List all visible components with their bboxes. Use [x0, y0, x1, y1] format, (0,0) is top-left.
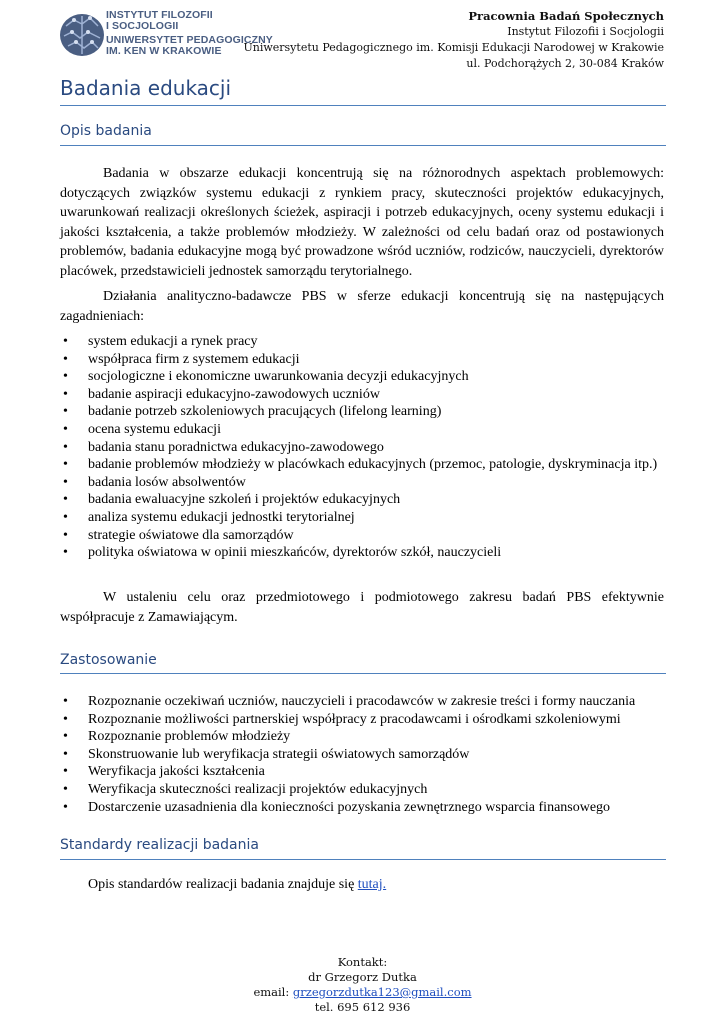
section-rule — [60, 145, 666, 146]
section-rule — [60, 859, 666, 860]
address: ul. Podchorążych 2, 30-084 Kraków — [466, 57, 664, 70]
brain-logo-icon — [56, 8, 108, 60]
list-item: • Weryfikacja jakości kształcenia — [60, 763, 664, 781]
contact-label: Kontakt: — [337, 955, 388, 969]
standards-sentence: Opis standardów realizacji badania znajduje się — [88, 877, 355, 892]
topics-list — [60, 333, 664, 562]
list-item: • ocena systemu edukacji — [60, 421, 664, 439]
title-rule — [60, 105, 666, 106]
contact-footer — [0, 955, 725, 1015]
list-item: • system edukacji a rynek pracy — [60, 333, 664, 351]
email-label: email: — [253, 985, 290, 999]
cooperation-paragraph: W ustaleniu celu oraz przedmiotowego i podmiotowego zakresu badań PBS efektywnie współpracuje z Zamawiającym. — [60, 590, 664, 625]
list-item: • Weryfikacja skuteczności realizacji projektów edukacyjnych — [60, 781, 664, 799]
list-item: • współpraca firm z systemem edukacji — [60, 351, 664, 369]
logo-line-3: UNIWERSYTET PEDAGOGICZNY — [106, 34, 273, 46]
section-heading-standardy: Standardy realizacji badania — [60, 837, 259, 853]
logo-line-1: INSTYTUT FILOZOFII — [106, 9, 213, 21]
description-paragraph: Badania w obszarze edukacji koncentrują się na różnorodnych aspektach problemowych: dotyczących związków systemu edukacji z rynkiem pracy, skuteczności projektów edukacyjnych, uwarunkowań realizacji określonych ścieżek, aspiracji i potrzeb edukacyjnych, oceny systemu edukacji i jakości kształcenia, a także problemów młodzieży. W zależności od celu badań oraz od postawionych problemów, badania edukacyjne mogą być prowadzone wśród uczniów, rodziców, nauczycieli, dyrektorów placówek, przedstawicieli jednostek samorządu terytorialnego. — [60, 166, 664, 279]
list-item: • badania ewaluacyjne szkoleń i projektów edukacyjnych — [60, 491, 664, 509]
standards-text — [88, 877, 386, 893]
contact-name: dr Grzegorz Dutka — [308, 970, 417, 984]
list-item: • badanie problemów młodzieży w placówkach edukacyjnych (przemoc, patologie, dyskryminacja itp.) — [60, 456, 664, 474]
list-item: • Skonstruowanie lub weryfikacja strategii oświatowych samorządów — [60, 746, 664, 764]
list-item: • Rozpoznanie oczekiwań uczniów, nauczycieli i pracodawców w zakresie treści i formy nauczania — [60, 693, 664, 711]
list-item: • badania losów absolwentów — [60, 474, 664, 492]
section-rule — [60, 673, 666, 674]
email-link[interactable]: grzegorzdutka123@gmail.com — [292, 985, 472, 999]
intro-paragraph: Działania analityczno-badawcze PBS w sferze edukacji koncentrują się na następujących zagadnieniach: — [60, 289, 664, 324]
list-item: • badanie aspiracji edukacyjno-zawodowych uczniów — [60, 386, 664, 404]
list-item: • analiza systemu edukacji jednostki terytorialnej — [60, 509, 664, 527]
university-name: Uniwersytetu Pedagogicznego im. Komisji Edukacji Narodowej w Krakowie — [243, 41, 664, 54]
list-item: • badania stanu poradnictwa edukacyjno-zawodowego — [60, 439, 664, 457]
page-title: Badania edukacji — [60, 76, 232, 100]
list-item: • strategie oświatowe dla samorządów — [60, 527, 664, 545]
logo-line-4: IM. KEN W KRAKOWIE — [106, 45, 222, 57]
institute-name: Instytut Filozofii i Socjologii — [507, 25, 664, 38]
section-heading-zastosowanie: Zastosowanie — [60, 652, 157, 668]
list-item: • Dostarczenie uzasadnienia dla konieczności pozyskania zewnętrznego wsparcia finansowego — [60, 799, 664, 817]
section-heading-opis: Opis badania — [60, 123, 152, 139]
list-item: • polityka oświatowa w opinii mieszkańców, dyrektorów szkół, nauczycieli — [60, 544, 664, 562]
list-item: • badanie potrzeb szkoleniowych pracujących (lifelong learning) — [60, 403, 664, 421]
standards-link[interactable]: tutaj. — [357, 877, 387, 892]
unit-name: Pracownia Badań Społecznych — [468, 9, 664, 23]
applications-list — [60, 693, 664, 816]
list-item: • Rozpoznanie możliwości partnerskiej współpracy z pracodawcami i ośrodkami szkoleniowymi — [60, 711, 664, 729]
letterhead — [243, 8, 664, 72]
list-item: • socjologiczne i ekonomiczne uwarunkowania decyzji edukacyjnych — [60, 368, 664, 386]
list-item: • Rozpoznanie problemów młodzieży — [60, 728, 664, 746]
contact-phone: tel. 695 612 936 — [314, 1000, 411, 1014]
logo-line-2: I SOCJOLOGII — [106, 20, 179, 32]
